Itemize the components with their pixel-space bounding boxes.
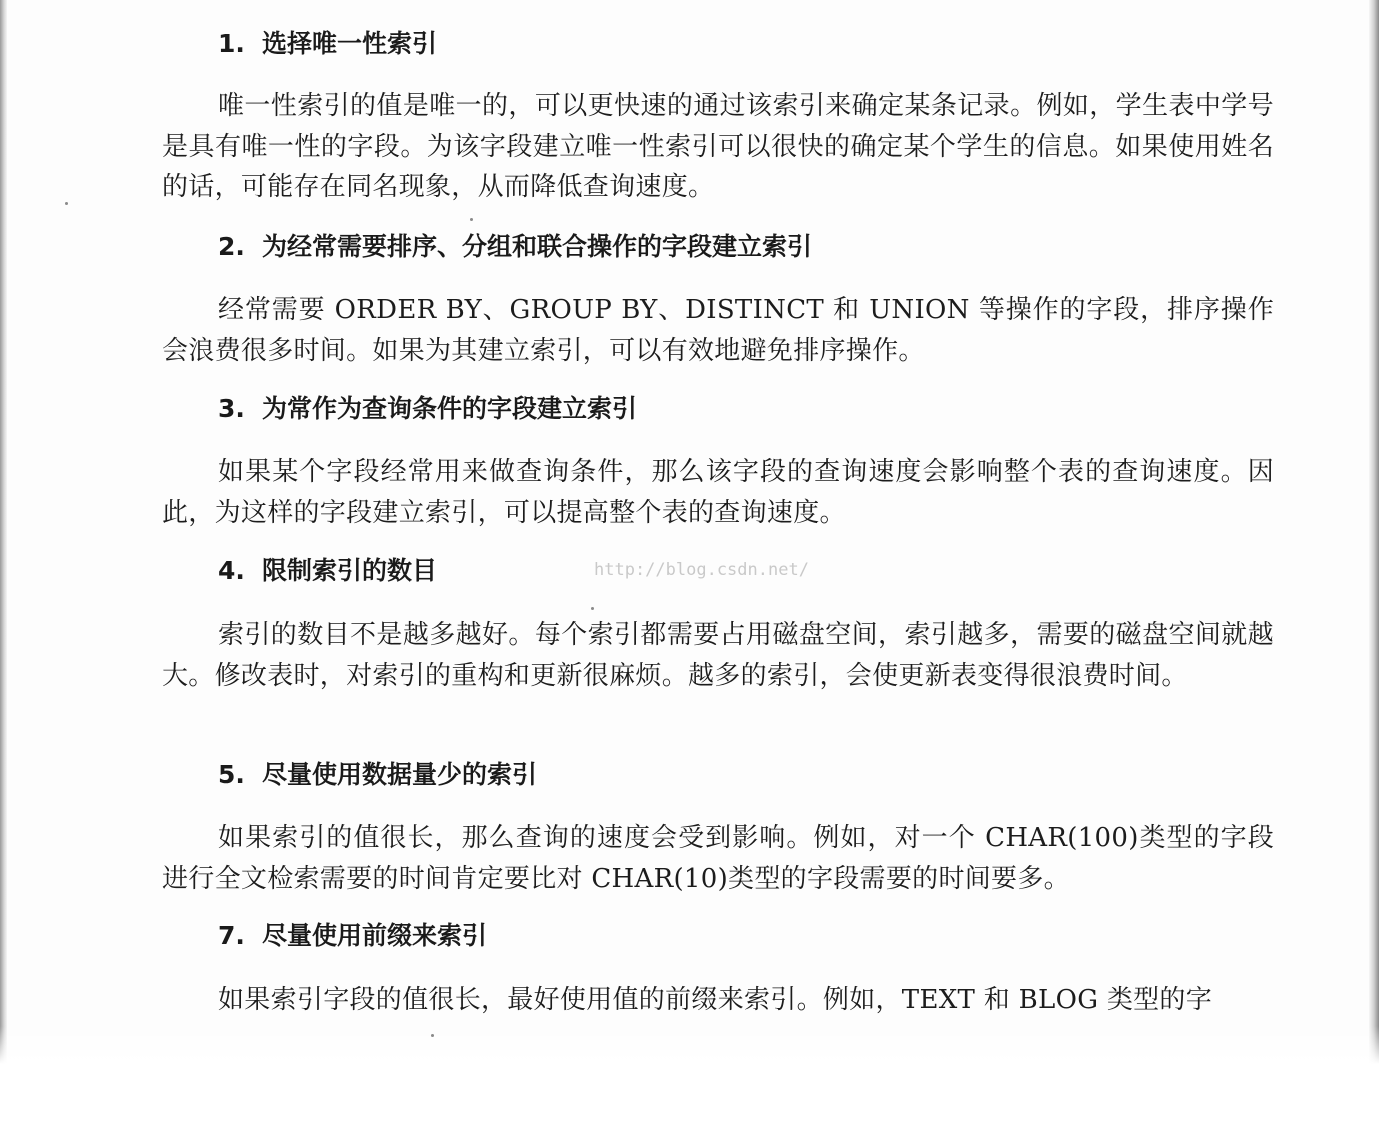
scan-speck — [65, 202, 68, 205]
scan-speck — [470, 218, 473, 221]
section-7-number: 7. — [218, 921, 245, 950]
section-1-title: 选择唯一性索引 — [262, 29, 438, 58]
section-3-heading — [218, 394, 637, 424]
section-1-number: 1. — [218, 29, 245, 58]
section-4-number: 4. — [218, 556, 245, 585]
section-5-heading — [218, 760, 537, 790]
watermark-url: http://blog.csdn.net/ — [594, 560, 809, 580]
section-5-title: 尽量使用数据量少的索引 — [262, 760, 538, 789]
section-4-heading — [218, 556, 437, 586]
section-3-number: 3. — [218, 394, 245, 423]
section-5-body: 如果索引的值很长，那么查询的速度会受到影响。例如，对一个 CHAR(100)类型的字段进行全文检索需要的时间肯定要比对 CHAR(10)类型的字段需要的时间要多。 — [162, 823, 1274, 894]
section-7-heading — [218, 921, 487, 951]
section-2-heading — [218, 232, 812, 262]
section-2-title: 为经常需要排序、分组和联合操作的字段建立索引 — [262, 232, 813, 261]
section-4-title: 限制索引的数目 — [262, 556, 438, 585]
page-left-edge-shadow — [0, 0, 7, 1121]
scan-speck — [591, 607, 594, 610]
section-1-heading — [218, 29, 437, 59]
scan-speck — [431, 1034, 434, 1037]
section-5-number: 5. — [218, 760, 245, 789]
section-2-body: 经常需要 ORDER BY、GROUP BY、DISTINCT 和 UNION 等操作的字段，排序操作会浪费很多时间。如果为其建立索引，可以有效地避免排序操作。 — [162, 295, 1274, 366]
section-3-title: 为常作为查询条件的字段建立索引 — [262, 394, 638, 423]
section-3-body: 如果某个字段经常用来做查询条件，那么该字段的查询速度会影响整个表的查询速度。因此，为这样的字段建立索引，可以提高整个表的查询速度。 — [162, 457, 1274, 528]
page-right-edge-shadow — [1369, 0, 1379, 1121]
section-4-body: 索引的数目不是越多越好。每个索引都需要占用磁盘空间，索引越多，需要的磁盘空间就越大。修改表时，对索引的重构和更新很麻烦。越多的索引，会使更新表变得很浪费时间。 — [162, 620, 1274, 691]
section-1-body: 唯一性索引的值是唯一的，可以更快速的通过该索引来确定某条记录。例如，学生表中学号是具有唯一性的字段。为该字段建立唯一性索引可以很快的确定某个学生的信息。如果使用姓名的话，可能存在同名现象，从而降低查询速度。 — [162, 91, 1274, 202]
section-2-number: 2. — [218, 232, 245, 261]
section-7-body: 如果索引字段的值很长，最好使用值的前缀来索引。例如，TEXT 和 BLOG 类型的字 — [218, 985, 1213, 1015]
section-7-title: 尽量使用前缀来索引 — [262, 921, 488, 950]
page-bottom-fade — [0, 1026, 1379, 1121]
